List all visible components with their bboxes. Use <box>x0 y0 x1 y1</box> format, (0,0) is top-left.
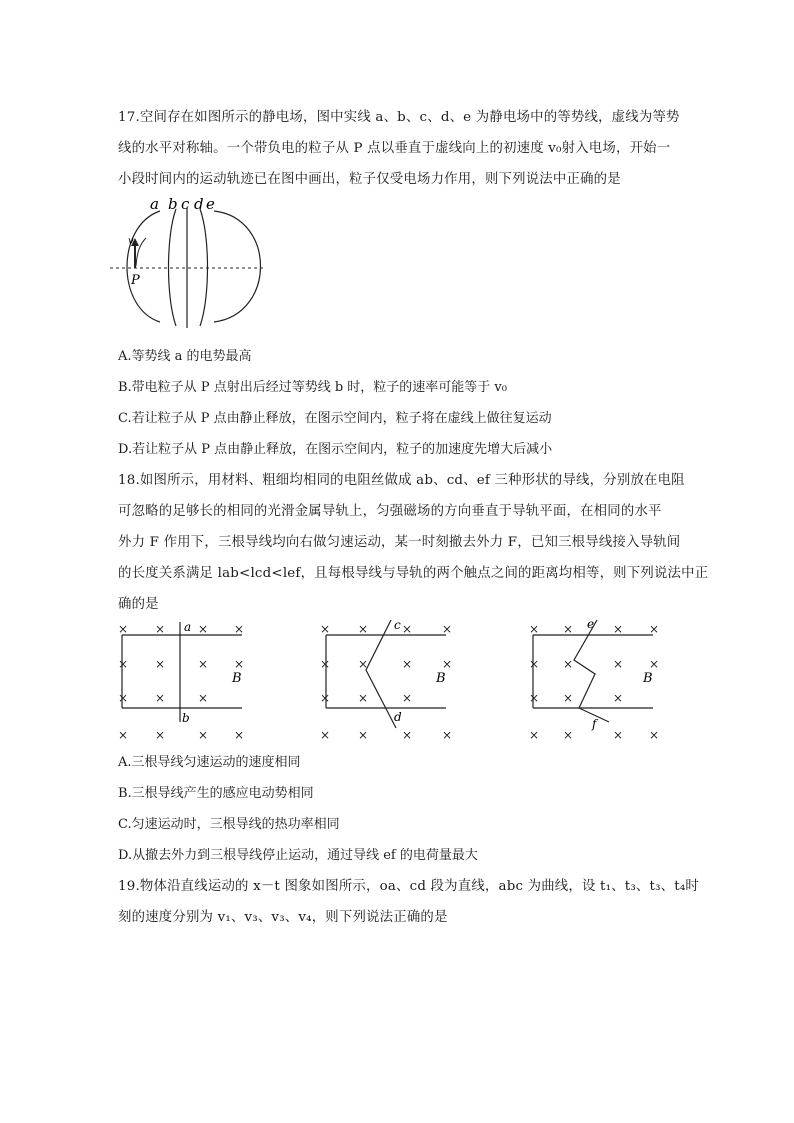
svg-text:×: × <box>563 691 574 705</box>
svg-text:×: × <box>649 622 660 636</box>
label-a: a <box>150 195 159 213</box>
wire-cd <box>366 620 396 728</box>
svg-text:×: × <box>649 728 660 742</box>
svg-text:×: × <box>155 728 166 742</box>
label-c: c <box>394 618 401 632</box>
q17-line-2: 线的水平对称轴。一个带负电的粒子从 P 点以垂直于虚线向上的初速度 v₀射入电场，开始一 <box>118 141 671 156</box>
svg-text:×: × <box>155 691 166 705</box>
q18-line-4: 的长度关系满足 lab<lcd<lef，且每根导线与导轨的两个触点之间的距离均相等，则下列说法中正 <box>118 566 709 581</box>
svg-text:×: × <box>442 622 453 636</box>
svg-text:×: × <box>155 657 166 671</box>
label-d: d <box>394 710 402 724</box>
svg-text:×: × <box>320 657 331 671</box>
svg-text:×: × <box>529 728 540 742</box>
svg-text:×: × <box>613 691 624 705</box>
svg-text:×: × <box>442 657 453 671</box>
label-P: P <box>131 273 140 288</box>
label-d: d <box>194 195 204 213</box>
q17-option-b: B.带电粒子从 P 点射出后经过等势线 b 时，粒子的速率可能等于 v₀ <box>118 380 507 395</box>
svg-text:×: × <box>358 728 369 742</box>
svg-text:×: × <box>529 622 540 636</box>
svg-text:×: × <box>529 657 540 671</box>
label-e: e <box>587 617 595 631</box>
svg-text:×: × <box>198 691 209 705</box>
label-e: e <box>206 195 215 213</box>
svg-text:×: × <box>320 728 331 742</box>
svg-text:×: × <box>529 691 540 705</box>
svg-text:×: × <box>198 622 209 636</box>
label-B: B <box>643 671 653 686</box>
svg-text:×: × <box>198 728 209 742</box>
label-v: v <box>128 236 134 247</box>
q19-line-1: 19.物体沿直线运动的 x－t 图象如图所示，oa、cd 段为直线，abc 为曲线，设 t₁、t₃、t₃、t₄时 <box>118 879 699 894</box>
q17-line-1: 17.空间存在如图所示的静电场，图中实线 a、b、c、d、e 为静电场中的等势线，虚线为等势 <box>118 110 680 125</box>
q18-line-5: 确的是 <box>118 597 159 612</box>
svg-text:×: × <box>358 622 369 636</box>
q18-line-1: 18.如图所示，用材料、粗细均相同的电阻丝做成 ab、cd、ef 三种形状的导线，分别放在电阻 <box>118 473 685 488</box>
q18-option-c: C.匀速运动时，三根导线的热功率相同 <box>118 817 340 832</box>
svg-text:×: × <box>442 728 453 742</box>
q18-option-b: B.三根导线产生的感应电动势相同 <box>118 786 314 801</box>
q17-option-a: A.等势线 a 的电势最高 <box>118 349 252 364</box>
label-B: B <box>232 671 242 686</box>
svg-text:×: × <box>358 657 369 671</box>
svg-text:×: × <box>563 657 574 671</box>
svg-text:×: × <box>613 728 624 742</box>
label-c: c <box>181 195 190 213</box>
q17-option-c: C.若让粒子从 P 点由静止释放，在图示空间内，粒子将在虚线上做往复运动 <box>118 411 552 426</box>
q19-line-2: 刻的速度分别为 v₁、v₃、v₃、v₄，则下列说法正确的是 <box>118 910 448 925</box>
svg-text:×: × <box>320 691 331 705</box>
trajectory <box>136 238 146 266</box>
q17-option-d: D.若让粒子从 P 点由静止释放，在图示空间内，粒子的加速度先增大后减小 <box>118 442 553 457</box>
q17-line-3: 小段时间内的运动轨迹已在图中画出，粒子仅受电场力作用，则下列说法中正确的是 <box>118 172 621 187</box>
equipotential-a <box>127 211 160 322</box>
svg-text:×: × <box>613 622 624 636</box>
svg-text:×: × <box>234 622 245 636</box>
svg-text:×: × <box>234 728 245 742</box>
svg-text:×: × <box>563 622 574 636</box>
q18-line-2: 可忽略的足够长的相同的光滑金属导轨上，匀强磁场的方向垂直于导轨平面，在相同的水平 <box>118 504 662 519</box>
svg-text:×: × <box>402 728 413 742</box>
q18-figure-ab <box>112 618 262 743</box>
svg-text:×: × <box>118 657 129 671</box>
equipotential-e <box>214 211 261 322</box>
svg-text:×: × <box>118 691 129 705</box>
q18-option-d: D.从撤去外力到三根导线停止运动，通过导线 ef 的电荷量最大 <box>118 848 478 863</box>
q18-figure-cd <box>318 618 468 743</box>
q18-figure-ef <box>527 618 677 743</box>
label-b: b <box>182 711 190 725</box>
label-a: a <box>184 620 192 634</box>
svg-text:×: × <box>613 657 624 671</box>
label-B: B <box>436 671 446 686</box>
svg-text:×: × <box>155 622 166 636</box>
svg-text:×: × <box>320 622 331 636</box>
svg-text:×: × <box>118 728 129 742</box>
svg-text:×: × <box>563 728 574 742</box>
q18-line-3: 外力 F 作用下，三根导线均向右做匀速运动，某一时刻撤去外力 F，已知三根导线接入导轨间 <box>118 535 681 550</box>
q18-option-a: A.三根导线匀速运动的速度相同 <box>118 755 301 770</box>
svg-text:×: × <box>198 657 209 671</box>
q17-equipotential-figure <box>108 196 268 331</box>
label-f: f <box>592 717 597 731</box>
svg-text:×: × <box>358 691 369 705</box>
svg-text:×: × <box>402 657 413 671</box>
svg-text:×: × <box>649 657 660 671</box>
svg-text:×: × <box>234 657 245 671</box>
svg-text:×: × <box>402 691 413 705</box>
svg-text:×: × <box>402 622 413 636</box>
svg-text:×: × <box>118 622 129 636</box>
label-b: b <box>168 195 178 213</box>
